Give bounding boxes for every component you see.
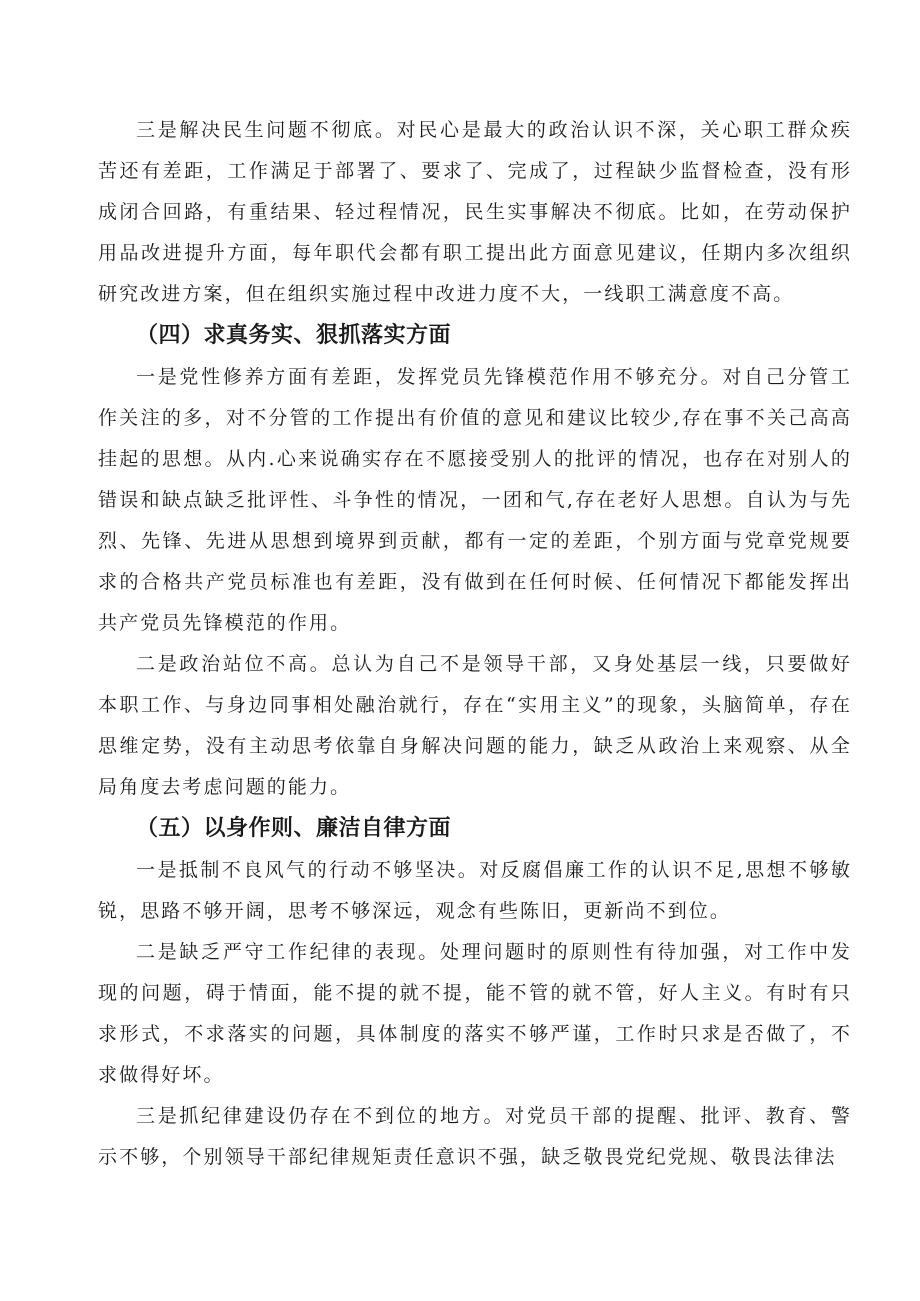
paragraph-discipline-building: 三是抓纪律建设仍存在不到位的地方。对党员干部的提醒、批评、教育、警示不够，个别领导干部纪律规矩责任意识不强，缺乏敬畏党纪党规、敬畏法律法 [98, 1105, 852, 1168]
document-body [98, 110, 852, 1178]
paragraph-work-discipline: 二是缺乏严守工作纪律的表现。处理问题时的原则性有待加强，对工作中发现的问题，碍于情面，能不提的就不提，能不管的就不管，好人主义。有时有只求形式，不求落实的问题，具体制度的落实不够严谨，工作时只求是否做了，不求做得好坏。 [98, 941, 852, 1086]
paragraph-political-stance: 二是政治站位不高。总认为自己不是领导干部，又身处基层一线，只要做好本职工作、与身边同事相处融治就行，存在“实用主义”的现象，头脑简单，存在思维定势，没有主动思考依靠自身解决问题的能力，缺乏从政治上来观察、从全局角度去考虑问题的能力。 [98, 653, 852, 798]
section-heading-four: （四）求真务实、狠抓落实方面 [136, 323, 452, 348]
paragraph-party-spirit: 一是党性修养方面有差距，发挥党员先锋模范作用不够充分。对自己分管工作关注的多，对不分管的工作提出有价值的意见和建议比较少,存在事不关己高高挂起的思想。从内.心来说确实存在不愿接受别人的批评的情况，也存在对别人的错误和缺点缺乏批评性、斗争性的情况，一团和气,存在老好人思想。自认为与先烈、先锋、先进从思想到境界到贡献，都有一定的差距，个别方面与党章党规要求的合格共产党员标准也有差距，没有做到在任何时候、任何情况下都能发挥出共产党员先锋模范的作用。 [98, 366, 852, 634]
paragraph-livelihood-issues: 三是解决民生问题不彻底。对民心是最大的政治认识不深，关心职工群众疾苦还有差距，工作满足于部署了、要求了、完成了，过程缺少监督检查，没有形成闭合回路，有重结果、轻过程情况，民生实事解决不彻底。比如，在劳动保护用品改进提升方面，每年职代会都有职工提出此方面意见建议，任期内多次组织研究改进方案，但在组织实施过程中改进力度不大，一线职工满意度不高。 [98, 119, 852, 305]
paragraph-resist-bad-practices: 一是抵制不良风气的行动不够坚决。对反腐倡廉工作的认识不足,思想不够敏锐，思路不够开阔，思考不够深远，观念有些陈旧，更新尚不到位。 [98, 859, 852, 922]
section-heading-five: （五）以身作则、廉洁自律方面 [136, 816, 452, 841]
